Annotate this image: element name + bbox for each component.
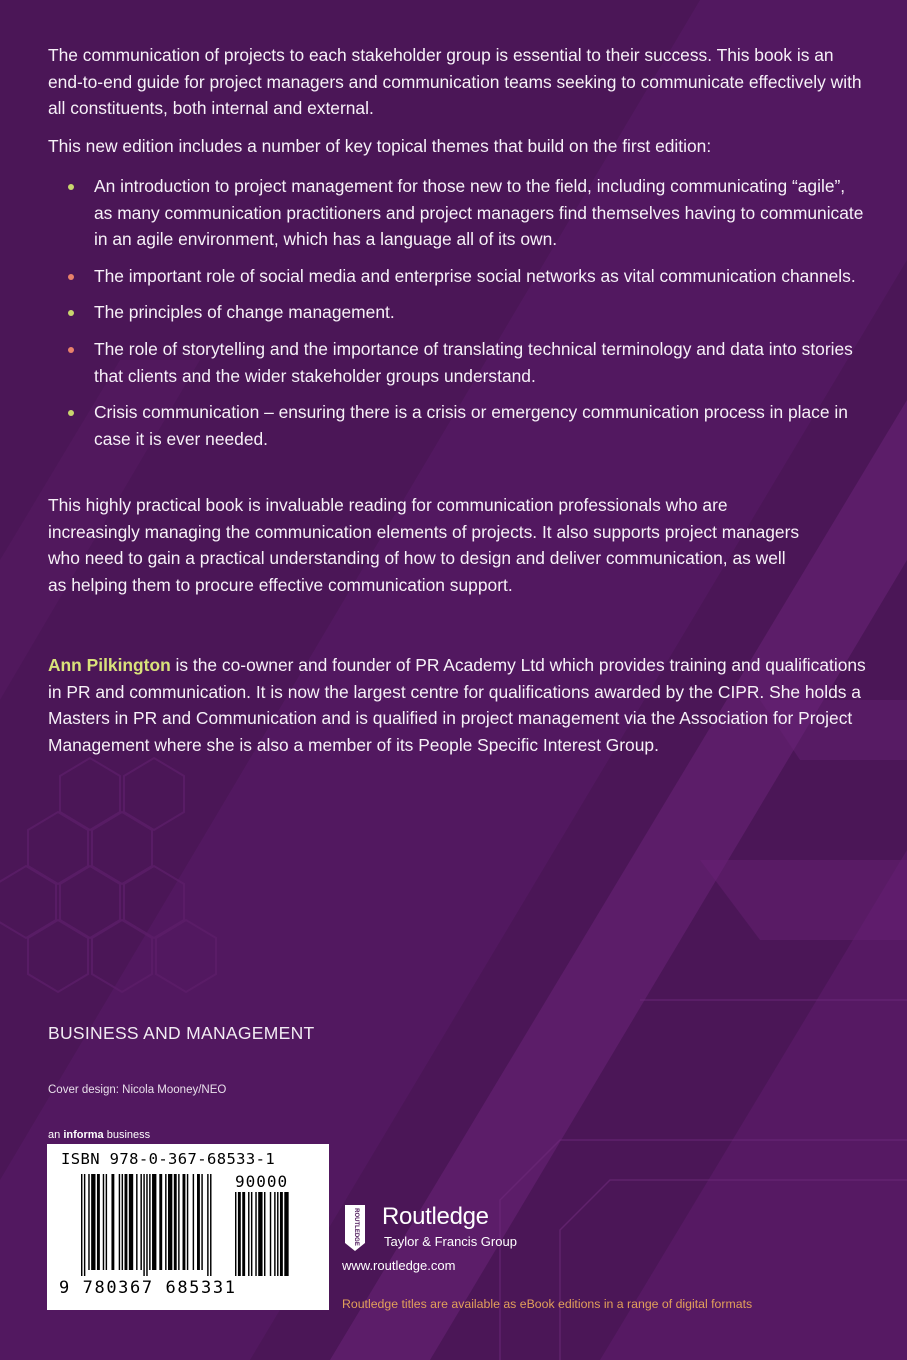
barcode-bar bbox=[255, 1192, 256, 1276]
barcode-bar bbox=[136, 1174, 137, 1270]
barcode-bar bbox=[284, 1192, 288, 1276]
barcode-bar bbox=[242, 1192, 245, 1276]
ean-barcode-bars bbox=[81, 1174, 231, 1278]
barcode-bar bbox=[264, 1192, 265, 1276]
barcode-bar bbox=[122, 1174, 123, 1270]
isbn-barcode bbox=[47, 1144, 329, 1310]
informa-suffix: business bbox=[106, 1129, 151, 1141]
themes-intro: This new edition includes a number of key topical themes that build on the first edition: bbox=[48, 136, 712, 156]
barcode-bar bbox=[146, 1174, 147, 1276]
barcode-bar bbox=[280, 1192, 283, 1276]
theme-item bbox=[68, 173, 868, 253]
barcode-bar bbox=[187, 1174, 188, 1270]
addon-barcode-bars bbox=[235, 1192, 315, 1278]
description-closing: This highly practical book is invaluable reading for communication professionals who are increasingly managing the communication elements of projects. It also supports project managers who need to gain a practical understanding of how to design and deliver communication, as well as helping them to procure effective communication support. bbox=[48, 495, 800, 595]
barcode-bar bbox=[81, 1174, 82, 1276]
theme-text: Crisis communication – ensuring there is a crisis or emergency communication process in place in case it is ever needed. bbox=[94, 402, 848, 449]
barcode-bar bbox=[210, 1174, 211, 1276]
theme-text: An introduction to project management for those new to the field, including communicating “agile”, as many communication practitioners and project managers find themselves having to communicate in an agile environment, which has a language all of its own. bbox=[94, 176, 864, 250]
bullet-dot-icon bbox=[68, 184, 74, 190]
informa-business-label bbox=[48, 1129, 150, 1141]
barcode-bar bbox=[97, 1174, 100, 1270]
theme-item bbox=[68, 299, 868, 326]
theme-text: The principles of change management. bbox=[94, 302, 395, 323]
subject-category: BUSINESS AND MANAGEMENT bbox=[48, 1023, 315, 1043]
barcode-bar bbox=[251, 1192, 252, 1276]
theme-item bbox=[68, 263, 868, 290]
barcode-bar bbox=[178, 1174, 179, 1270]
themes-list bbox=[68, 173, 868, 452]
barcode-bar bbox=[125, 1174, 128, 1270]
barcode-bar bbox=[235, 1192, 236, 1276]
ean-digits: 9 780367 685331 bbox=[59, 1278, 237, 1298]
author-bio bbox=[48, 652, 868, 758]
barcode-bar bbox=[248, 1192, 249, 1276]
barcode-bar bbox=[119, 1174, 120, 1270]
barcode-bar bbox=[106, 1174, 107, 1270]
barcode-bar bbox=[197, 1174, 200, 1270]
barcode-bar bbox=[111, 1174, 114, 1270]
publisher-group: Taylor & Francis Group bbox=[384, 1234, 517, 1249]
barcode-bar bbox=[183, 1174, 186, 1270]
cover-design-credit: Cover design: Nicola Mooney/NEO bbox=[48, 1084, 227, 1096]
barcode-bar bbox=[152, 1174, 156, 1270]
barcode-bar bbox=[149, 1174, 150, 1270]
barcode-bar bbox=[84, 1174, 85, 1276]
barcode-bar bbox=[88, 1174, 89, 1270]
publisher-name: Routledge bbox=[382, 1203, 489, 1230]
routledge-logo-icon bbox=[341, 1203, 369, 1253]
barcode-bar bbox=[129, 1174, 133, 1270]
theme-item bbox=[68, 399, 868, 452]
barcode-bar bbox=[201, 1174, 202, 1270]
price-code: 90000 bbox=[235, 1172, 289, 1191]
barcode-bar bbox=[143, 1174, 144, 1276]
barcode-bar bbox=[174, 1174, 177, 1270]
barcode-bar bbox=[159, 1174, 162, 1270]
barcode-bar bbox=[274, 1192, 275, 1276]
theme-text: The role of storytelling and the importance of translating technical terminology and data into stories that clients and the wider stakeholder groups understand. bbox=[94, 338, 853, 386]
barcode-bar bbox=[168, 1174, 172, 1270]
ebook-note: Routledge titles are available as eBook editions in a range of digital formats bbox=[342, 1297, 753, 1311]
author-name: Ann Pilkington bbox=[48, 655, 171, 675]
theme-item bbox=[68, 336, 868, 389]
barcode-bar bbox=[165, 1174, 166, 1270]
bullet-dot-icon bbox=[68, 410, 74, 416]
informa-prefix: an bbox=[48, 1129, 61, 1141]
barcode-bar bbox=[277, 1192, 278, 1276]
logo-lettering: ROUTLEDGE bbox=[353, 1208, 359, 1246]
author-bio-text: is the co-owner and founder of PR Academy Ltd which provides training and qualifications in PR and communication. It is now the largest centre for qualifications awarded by the CIPR. She holds a Masters in PR and Communication and is qualified in project management via the Association for Project Management where she is also a member of its People Specific Interest Group. bbox=[48, 655, 866, 755]
barcode-bar bbox=[270, 1192, 271, 1276]
publisher-url: www.routledge.com bbox=[342, 1258, 456, 1273]
bullet-dot-icon bbox=[68, 347, 74, 353]
barcode-bar bbox=[207, 1174, 208, 1276]
bullet-dot-icon bbox=[68, 310, 74, 316]
barcode-bar bbox=[91, 1174, 95, 1270]
informa-brand: informa bbox=[63, 1129, 104, 1141]
bullet-dot-icon bbox=[68, 274, 74, 280]
barcode-bar bbox=[140, 1174, 141, 1270]
theme-text: The important role of social media and enterprise social networks as vital communication channels. bbox=[94, 265, 856, 286]
barcode-bar bbox=[193, 1174, 194, 1270]
barcode-bar bbox=[258, 1192, 262, 1276]
barcode-bar bbox=[238, 1192, 241, 1276]
description-intro: The communication of projects to each stakeholder group is essential to their success. This book is an end-to-end guide for project managers and communication teams seeking to communicate effectively with all constituents, both internal and external. bbox=[48, 45, 862, 119]
isbn-label: ISBN 978-0-367-68533-1 bbox=[61, 1150, 276, 1168]
barcode-bar bbox=[103, 1174, 104, 1270]
